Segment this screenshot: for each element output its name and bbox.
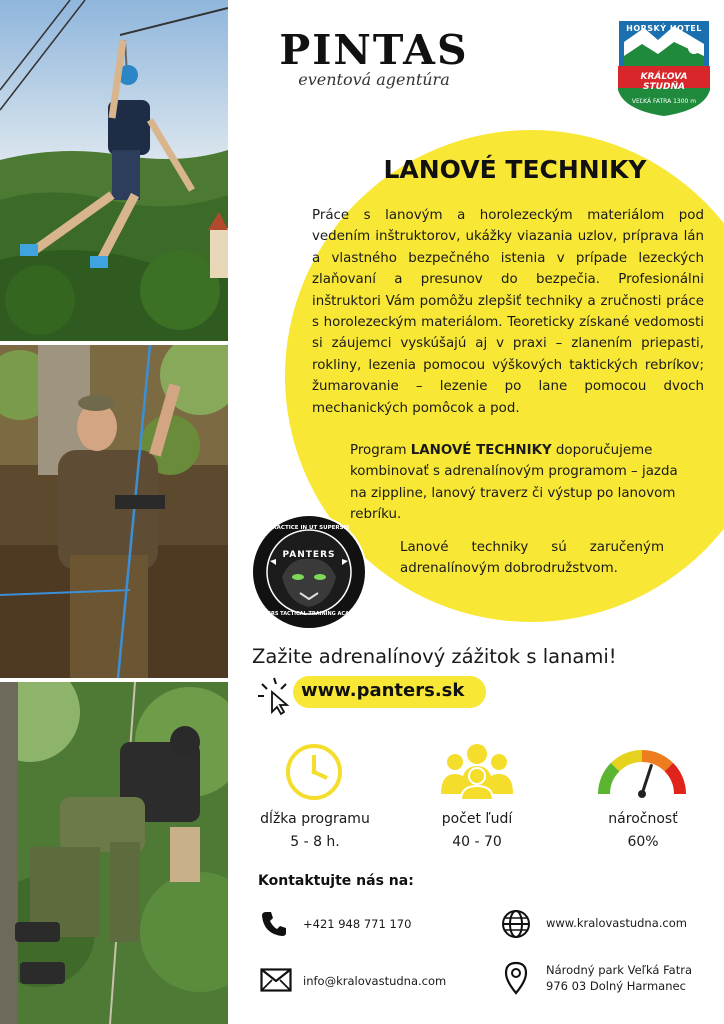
duration-value: 5 - 8 h.	[290, 834, 340, 850]
people-group-icon	[441, 742, 513, 800]
location-pin-icon	[504, 961, 528, 995]
panters-name: PANTERS	[282, 550, 336, 560]
difficulty-gauge-icon	[588, 738, 696, 798]
people-value: 40 - 70	[452, 834, 502, 850]
page-title: LANOVÉ TECHNIKY	[383, 155, 647, 184]
program-name: LANOVÉ TECHNIKY	[410, 443, 552, 458]
guarantee-paragraph: Lanové techniky sú zaručeným adrenalínovým dobrodružstvom.	[400, 540, 664, 577]
address	[546, 962, 692, 994]
address-line-2: 976 03 Dolný Harmanec	[546, 979, 686, 993]
phone-icon	[260, 910, 288, 938]
difficulty-label: náročnosť	[608, 811, 678, 827]
difficulty-value: 60%	[627, 834, 659, 850]
gauge-needle	[642, 766, 651, 795]
instructor-photo	[0, 345, 228, 678]
hotel-top-text: HORSKÝ HOTEL	[626, 24, 702, 33]
program-paragraph	[350, 440, 690, 526]
pintas-name: PINTAS	[279, 26, 469, 74]
cursor-click-icon	[250, 674, 298, 716]
address-line-1: Národný park Veľká Fatra	[546, 963, 693, 977]
panters-logo	[250, 513, 368, 631]
program-rest: doporučujeme kombinovať s adrenalínovým programom – jazda na zippline, lanový traverz či výstup po lanovom rebríku.	[350, 443, 678, 523]
panters-ring-top: PRACTICE IN UT SUPERSIS	[268, 525, 350, 531]
contact-title: Kontaktujte nás na:	[258, 873, 414, 889]
duration-label: dĺžka programu	[260, 811, 370, 827]
clock-icon	[285, 743, 343, 801]
climbing-photo	[0, 682, 228, 1024]
pintas-subtitle: eventová agentúra	[298, 70, 450, 89]
zipline-photo	[0, 0, 228, 341]
intro-paragraph: Práce s lanovým a horolezeckým materiálom pod vedením inštruktorov, ukážky viazania uzlov, príprava lán a vlastného bezpečného istenia v prípade lezeckých zlaňovaní a presunov do bezpečia. Profesionálni inštruktori Vám pomôžu zlepšiť techniky a zručnosti práce s horolezeckým materiálom. Teoreticky získané vedomosti si záujemci vyskúšajú aj v praxi – zlanením priepasti, rokliny, lezenia pomocou výškových taktických rebríkov; žumarovanie – lezenie po lane pomocou dvoch mechanických pomôcok a pod.	[312, 208, 704, 416]
email-address[interactable]: info@kralovastudna.com	[303, 974, 447, 988]
panters-ring-bottom: PANTERS TACTICAL TRAINING ACADEMY	[252, 611, 366, 617]
photo-strip	[0, 0, 228, 1024]
pintas-logo	[262, 28, 486, 89]
globe-icon	[500, 908, 532, 940]
email-icon	[260, 968, 292, 992]
website-link[interactable]: www.panters.sk	[301, 680, 465, 701]
tagline: Zažite adrenalínový zážitok s lanami!	[252, 645, 617, 668]
hotel-logo	[614, 14, 714, 118]
people-label: počet ľudí	[441, 811, 513, 827]
hotel-website-link[interactable]: www.kralovastudna.com	[546, 916, 687, 930]
hotel-bottom-text: VEĽKÁ FATRA 1300 m	[631, 98, 697, 105]
phone-number[interactable]: +421 948 771 170	[303, 917, 412, 931]
hotel-name: KRÁĽOVA STUDŇA	[640, 72, 688, 92]
program-prefix: Program	[350, 443, 411, 458]
